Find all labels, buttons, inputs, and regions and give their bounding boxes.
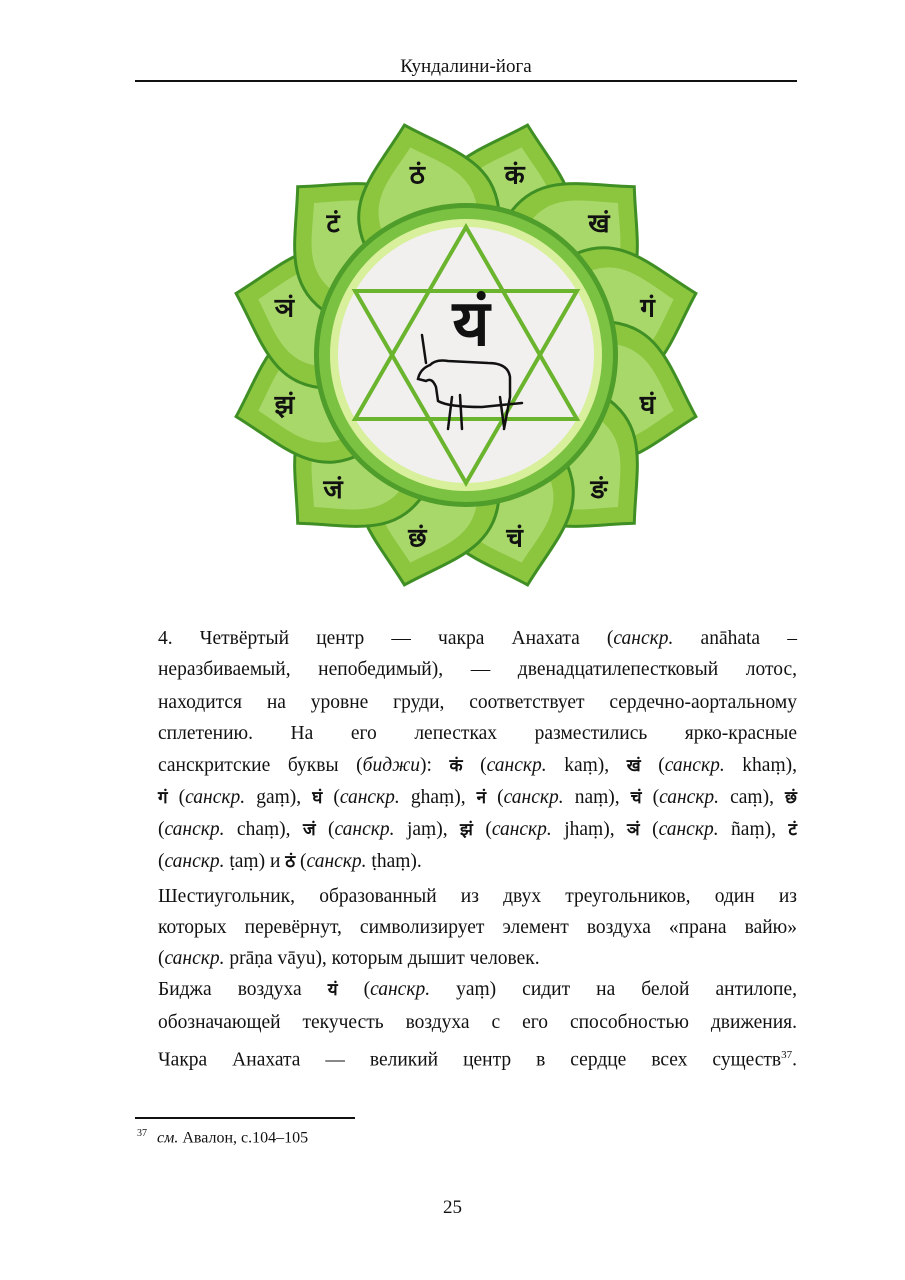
petal-letter: ङं [590, 474, 608, 505]
text-line [158, 849, 797, 875]
text-segment: неразбиваемый, непобедимый), — двенадцатилепестковый лотос, [158, 659, 797, 680]
text-segment: обозначающей текучесть воздуха с его способностью движения. [158, 1012, 797, 1033]
devanagari-letter: ठं [285, 852, 296, 872]
petal-letter: गं [640, 293, 655, 324]
text-segment: . [792, 1049, 797, 1071]
devanagari-letter: गं [158, 788, 168, 808]
text-segment: санскр. [491, 819, 552, 840]
devanagari-letter: झं [460, 820, 473, 840]
text-segment: санскр. [339, 787, 400, 808]
text-segment: санскр. [164, 819, 225, 840]
petal-letter: छं [408, 523, 427, 554]
text-segment: санскр. [486, 755, 547, 776]
text-segment: сплетению. На его лепестках разместились ярко-красные [158, 723, 797, 744]
text-line [158, 785, 797, 811]
text-segment: санскр. [164, 948, 225, 969]
text-segment: ): [419, 755, 450, 776]
text-segment: ( [158, 819, 165, 840]
text-line [158, 1042, 797, 1071]
text-segment: санскр. [370, 979, 431, 1000]
footnote-rule [135, 1117, 355, 1119]
text-line [158, 817, 797, 843]
devanagari-letter: जं [302, 820, 316, 840]
devanagari-letter: चं [630, 788, 642, 808]
text-segment: Чакра Анахата — великий центр в сердце всех существ [158, 1049, 782, 1071]
text-segment: ñaṃ), [718, 819, 789, 840]
text-segment: yaṃ) сидит на белой антилопе, [430, 979, 797, 1000]
devanagari-letter: टं [788, 820, 797, 840]
petal-letter: ञं [274, 293, 295, 324]
text-segment: jaṃ), [394, 819, 461, 840]
text-segment: ( [462, 755, 487, 776]
devanagari-letter: घं [312, 788, 323, 808]
text-segment: kaṃ), [546, 755, 627, 776]
text-segment: chaṃ), [224, 819, 303, 840]
running-header: Кундалини-йога [400, 56, 532, 77]
text-segment: jhaṃ), [551, 819, 628, 840]
text-segment: ṭhaṃ). [366, 851, 422, 872]
petal-letter: झं [274, 390, 295, 421]
text-segment: санскр. [185, 787, 246, 808]
text-segment: санскр. [664, 755, 725, 776]
text-segment: ( [158, 851, 165, 872]
text-segment: санскр. [613, 628, 674, 649]
text-segment: Биджа воздуха [158, 979, 328, 1000]
text-line [158, 753, 797, 779]
text-segment: ( [295, 851, 307, 872]
text-segment: санскр. [659, 787, 720, 808]
text-segment: санскр. [164, 851, 225, 872]
text-segment: naṃ), [563, 787, 631, 808]
text-line [158, 915, 797, 941]
text-segment: находится на уровне груди, соответствует сердечно-аортальному [158, 692, 797, 713]
devanagari-letter: यं [327, 980, 338, 1000]
petal-letter: घं [639, 390, 656, 421]
text-segment: gaṃ), [245, 787, 313, 808]
text-segment: ghaṃ), [399, 787, 477, 808]
text-segment: ( [639, 819, 659, 840]
text-segment: ( [315, 819, 335, 840]
petal-letter: ठं [409, 160, 425, 191]
footnote [137, 1128, 308, 1147]
text-line [158, 977, 797, 1003]
petal-letter: कं [504, 160, 525, 191]
text-segment: санскр. [658, 819, 719, 840]
text-line [158, 1010, 797, 1036]
text-segment: 4. Четвёртый центр — чакра Анахата ( [158, 628, 614, 649]
footnote-text: Авалон, с.104–105 [178, 1129, 309, 1147]
text-line [158, 946, 797, 972]
text-segment: санскр. [503, 787, 564, 808]
text-line [158, 884, 797, 910]
anahata-chakra-illustration [0, 0, 905, 620]
footnote-number: 37 [137, 1128, 147, 1139]
petal-letter: जं [323, 474, 343, 505]
text-segment: khaṃ), [724, 755, 797, 776]
petal-letter: चं [506, 523, 523, 554]
text-segment: prāṇa vāyu), которым дышит человек. [224, 948, 540, 969]
devanagari-letter: ञं [627, 820, 640, 840]
text-segment: ( [167, 787, 186, 808]
text-segment: биджи [362, 755, 420, 776]
text-segment: ( [158, 948, 165, 969]
text-line [158, 626, 797, 652]
text-segment: ( [337, 979, 371, 1000]
petal-letter: खं [588, 209, 610, 240]
text-segment: санскритские буквы ( [158, 755, 363, 776]
text-segment: санскр. [306, 851, 367, 872]
petal-letter: टं [326, 209, 340, 240]
text-segment: ( [472, 819, 492, 840]
text-segment: которых перевёрнут, символизирует элемент воздуха «прана вайю» [158, 917, 797, 938]
page-number: 25 [443, 1197, 462, 1218]
text-segment: ( [486, 787, 504, 808]
text-segment: anāhata – [673, 628, 797, 649]
text-segment: Шестиугольник, образованный из двух треугольников, один из [158, 886, 797, 907]
text-line [158, 657, 797, 683]
text-segment: ( [641, 787, 660, 808]
footnote-ref: 37 [781, 1049, 793, 1061]
text-segment: ( [322, 787, 340, 808]
bija-letter: यं [452, 287, 490, 361]
text-segment: санскр. [334, 819, 395, 840]
devanagari-letter: कं [449, 756, 463, 776]
devanagari-letter: खं [626, 756, 641, 776]
devanagari-letter: नं [476, 788, 487, 808]
text-segment: ( [640, 755, 665, 776]
text-line [158, 690, 797, 716]
footnote-abbr: см. [157, 1129, 179, 1147]
text-line [158, 721, 797, 747]
text-segment: caṃ), [719, 787, 786, 808]
text-segment: ṭaṃ) и [224, 851, 286, 872]
devanagari-letter: छं [785, 788, 797, 808]
